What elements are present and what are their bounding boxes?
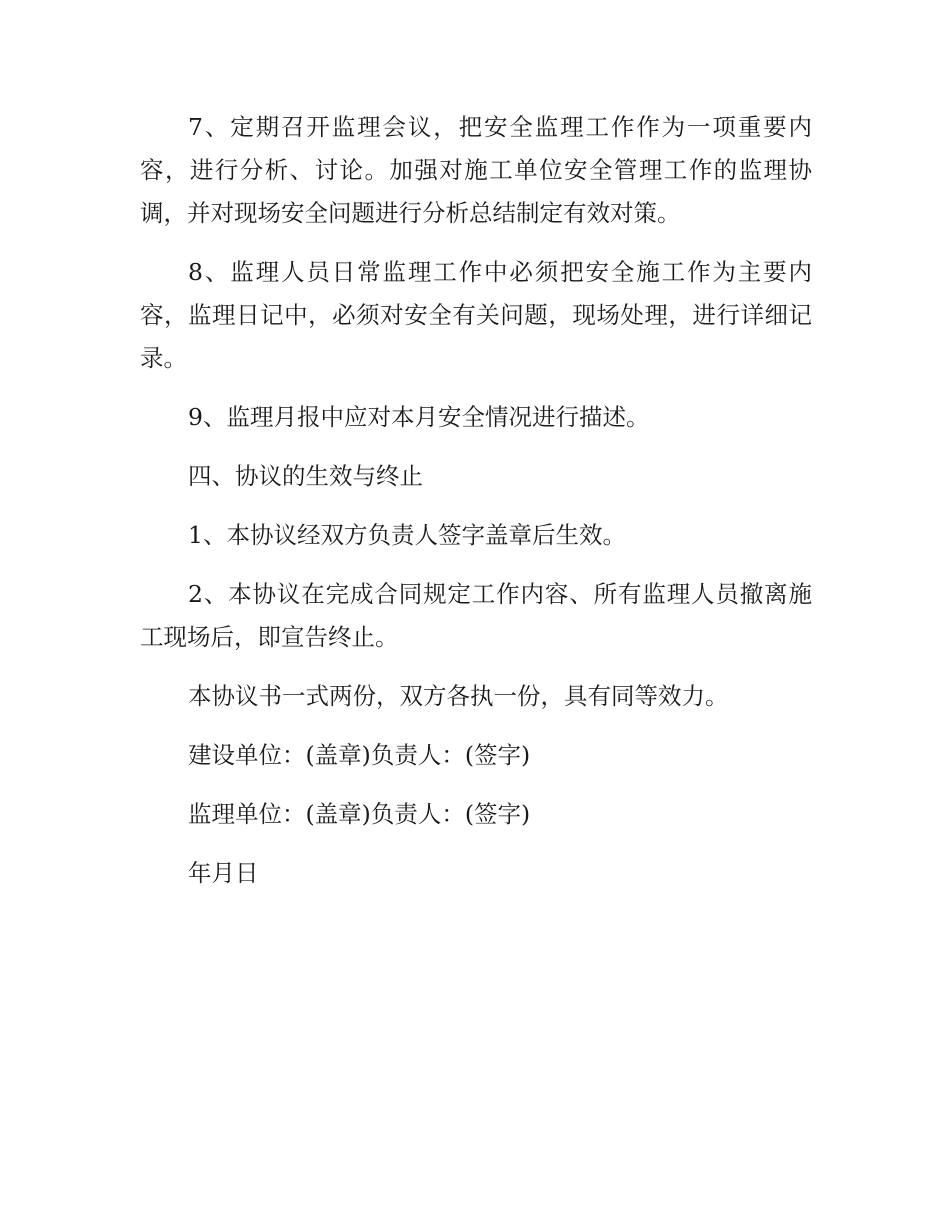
paragraph-item-9: 9、监理月报中应对本月安全情况进行描述。 bbox=[188, 403, 650, 431]
paragraph-spacer bbox=[140, 235, 812, 251]
supervision-unit-signature-line: 监理单位：(盖章)负责人：(签字) bbox=[188, 800, 531, 828]
paragraph-item-2: 2、本协议在完成合同规定工作内容、所有监理人员撤离施工现场后，即宣告终止。 bbox=[140, 580, 812, 651]
document-body bbox=[140, 106, 812, 895]
paragraph-spacer bbox=[140, 380, 812, 396]
paragraph-spacer bbox=[140, 557, 812, 573]
paragraph-spacer bbox=[140, 836, 812, 852]
paragraph-spacer bbox=[140, 498, 812, 514]
paragraph-item-7: 7、定期召开监理会议，把安全监理工作作为一项重要内容，进行分析、讨论。加强对施工单位安全管理工作的监理协调，并对现场安全问题进行分析总结制定有效对策。 bbox=[140, 113, 812, 227]
paragraph-spacer bbox=[140, 439, 812, 455]
paragraph-spacer bbox=[140, 659, 812, 675]
date-line: 年月日 bbox=[188, 859, 259, 887]
paragraph-item-8: 8、监理人员日常监理工作中必须把安全施工作为主要内容，监理日记中，必须对安全有关问题，现场处理，进行详细记录。 bbox=[140, 258, 812, 372]
copies-statement: 本协议书一式两份，双方各执一份，具有同等效力。 bbox=[188, 682, 729, 710]
construction-unit-signature-line: 建设单位：(盖章)负责人：(签字) bbox=[188, 741, 531, 769]
paragraph-spacer bbox=[140, 718, 812, 734]
paragraph-item-1: 1、本协议经双方负责人签字盖章后生效。 bbox=[188, 521, 626, 549]
paragraph-spacer bbox=[140, 777, 812, 793]
section-heading-effect-termination: 四、协议的生效与终止 bbox=[188, 462, 423, 490]
